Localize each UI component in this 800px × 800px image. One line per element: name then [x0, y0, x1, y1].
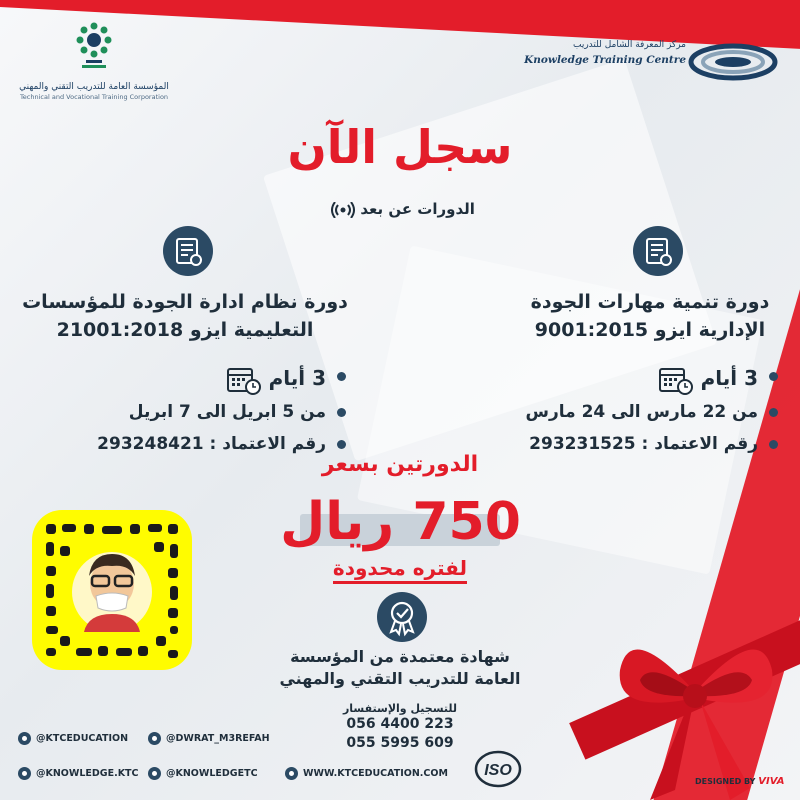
facebook-link[interactable] [18, 767, 139, 780]
course-name-line2: الإدارية ايزو 9001:2015 [534, 319, 766, 341]
duration-text: 3 أيام [700, 366, 758, 390]
contact-label: للتسجيل والإستفسار [342, 702, 458, 715]
broadcast-icon [331, 202, 355, 218]
course-certificate-icon [163, 226, 213, 276]
website-url: WWW.KTCEDUCATION.COM [303, 768, 448, 779]
course-left-details [90, 360, 350, 460]
gift-bow [590, 600, 800, 800]
course-accreditation: رقم الاعتماد : 293231525 [520, 428, 782, 460]
subtitle-text: الدورات عن بعد [360, 200, 475, 218]
designer-label: DESIGNED BY [695, 777, 756, 786]
course-duration [520, 360, 782, 396]
course-dates: من 5 ابريل الى 7 ابريل [90, 396, 350, 428]
snapchat-handle: @DWRAT_M3REFAH [166, 733, 270, 744]
subtitle [0, 200, 800, 218]
calendar-clock-icon [226, 365, 262, 395]
instagram-link[interactable] [18, 732, 128, 745]
ktc-name-arabic: مركز المعرفة الشامل للتدريب [572, 40, 686, 50]
course-name-line1: دورة تنمية مهارات الجودة [530, 291, 770, 313]
course-certificate-icon [633, 226, 683, 276]
snapchat-icon [148, 732, 161, 745]
snapchat-link[interactable] [148, 732, 270, 745]
instagram-icon [18, 732, 31, 745]
designer-credit [695, 776, 785, 787]
iso-logo-text: ISO [484, 762, 512, 779]
phone-number[interactable]: 056 4400 223 [346, 716, 454, 732]
certificate-text [250, 646, 550, 690]
ktc-swoosh-icon [688, 42, 778, 82]
offer-limited-text: لفتره محدودة [333, 556, 467, 584]
twitter-link[interactable] [148, 767, 258, 780]
price-box [278, 490, 523, 554]
course-duration [90, 360, 350, 396]
contact-block [300, 702, 500, 753]
certificate-line1: شهادة معتمدة من المؤسسة [290, 647, 510, 666]
facebook-handle: @KNOWLEDGE.KTC [36, 768, 139, 779]
certificate-line2: العامة للتدريب التقني والمهني [279, 669, 521, 688]
phone-number[interactable]: 055 5995 609 [346, 735, 454, 751]
tvtc-logo [14, 20, 174, 101]
calendar-clock-icon [658, 365, 694, 395]
course-name-line1: دورة نظام ادارة الجودة للمؤسسات [22, 291, 348, 313]
twitter-icon [148, 767, 161, 780]
duration-text: 3 أيام [268, 366, 326, 390]
page-title: سجل الآن [287, 120, 513, 174]
website-link[interactable] [285, 767, 448, 780]
award-ribbon-icon [377, 592, 427, 642]
iso-logo [474, 750, 522, 788]
price-value: 750 ريال [280, 492, 521, 552]
snapcode-pattern [32, 510, 192, 670]
twitter-handle: @KNOWLEDGETC [166, 768, 258, 779]
tvtc-name-arabic: المؤسسة العامة للتدريب التقني والمهني [19, 82, 169, 92]
course-dates: من 22 مارس الى 24 مارس [520, 396, 782, 428]
designer-brand: VIVA [758, 776, 785, 787]
course-left-title [0, 288, 370, 344]
globe-icon [285, 767, 298, 780]
course-right-title [500, 288, 800, 344]
course-name-line2: التعليمية ايزو 21001:2018 [56, 319, 314, 341]
course-accreditation: رقم الاعتماد : 293248421 [90, 428, 350, 460]
facebook-icon [18, 767, 31, 780]
tvtc-emblem-icon [72, 20, 116, 72]
course-right-details [520, 360, 782, 460]
tvtc-name-english: Technical and Vocational Training Corporation [19, 93, 169, 101]
snapcode[interactable] [32, 510, 192, 670]
offer-pre-text: الدورتين بسعر [321, 452, 479, 477]
ktc-logo [524, 40, 778, 84]
ktc-name-english: Knowledge Training Centre [524, 54, 686, 66]
instagram-handle: @KTCEDUCATION [36, 733, 129, 744]
